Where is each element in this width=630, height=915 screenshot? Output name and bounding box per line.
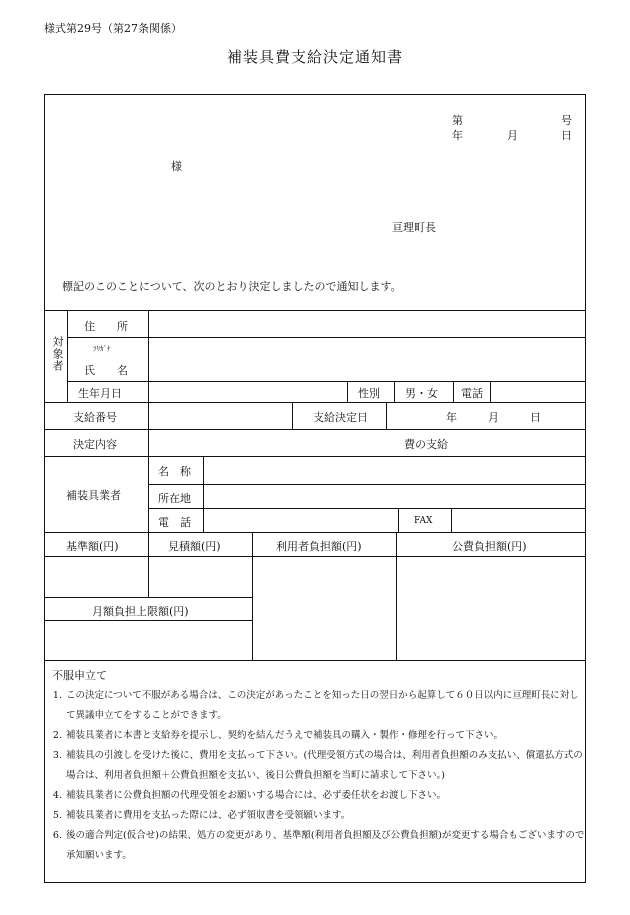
vendor-name-label: 名 称 (158, 465, 191, 478)
objection-item: 3. 補装具の引渡しを受けた後に、費用を支払って下さい。(代理受領方式の場合は、利用者負担額のみ支払い、償還払方式の場合は、利用者負担額＋公費負担額を支払い、後日公費負担額を当町に請求して下さい。) (52, 750, 583, 781)
objection-item: 6. 後の適合判定(仮合せ)の結果、処方の変更があり、基準額(利用者負担額及び公費負担額)が変更する場合もございますので承知願います。 (52, 830, 585, 861)
gender-label: 性別 (358, 387, 380, 400)
name-label: 氏 名 (84, 364, 128, 377)
objection-item: 4. 補装具業者に公費負担額の代理受領をお願いする場合には、必ず委任状をお渡し下さい。 (52, 790, 447, 801)
recipient-suffix: 様 (171, 160, 182, 173)
payment-number-label: 支給番号 (73, 411, 117, 424)
public-burden-label: 公費負担額(円) (452, 540, 527, 553)
user-burden-label: 利用者負担額(円) (276, 540, 362, 553)
objection-list (52, 686, 586, 866)
monthly-cap-label: 月額負担上限額(円) (92, 605, 189, 618)
base-amount-label: 基準額(円) (66, 540, 119, 553)
decision-date-day: 日 (530, 411, 541, 424)
objection-item: 2. 補装具業者に本書と支給券を提示し、契約を結んだうえで補装具の購入・製作・修理を行って下さい。 (52, 730, 504, 741)
phone-label: 電話 (461, 387, 483, 400)
date-day: 日 (561, 129, 572, 142)
vendor-fax-label: FAX (414, 516, 433, 526)
decision-date-label: 支給決定日 (313, 411, 368, 424)
decision-content-label: 決定内容 (73, 438, 117, 451)
estimate-amount-label: 見積額(円) (168, 540, 221, 553)
date-year: 年 (452, 129, 463, 142)
vendor-phone-label: 電 話 (158, 516, 191, 529)
number-dai: 第 (452, 114, 463, 127)
notice-statement: 標記のこのことについて、次のとおり決定しましたので通知します。 (62, 280, 402, 293)
subject-group-label: 対象者 (51, 336, 64, 372)
decision-content-suffix: 費の支給 (404, 438, 448, 451)
document-title: 補装具費支給決定通知書 (226, 48, 403, 66)
gender-options: 男・女 (405, 387, 438, 400)
number-go: 号 (561, 114, 572, 127)
address-label: 住 所 (84, 320, 128, 333)
issuer: 亘理町長 (392, 221, 436, 234)
birthdate-label: 生年月日 (78, 387, 122, 400)
objection-item: 5. 補装具業者に費用を支払った際には、必ず領収書を受領願います。 (52, 810, 351, 821)
objection-heading: 不服申立て (52, 669, 107, 682)
vendor-location-label: 所在地 (158, 492, 191, 505)
decision-date-month: 月 (488, 411, 499, 424)
form-number: 様式第29号（第27条関係） (44, 22, 182, 35)
date-month: 月 (507, 129, 518, 142)
furigana-label: ﾌﾘｶﾞﾅ (93, 345, 111, 353)
vendor-label: 補装具業者 (66, 489, 121, 502)
objection-item: 1. この決定について不服がある場合は、この決定があったことを知った日の翌日から起算して６０日以内に亘理町長に対して異議申立てをすることができます。 (52, 690, 579, 721)
decision-date-year: 年 (446, 411, 457, 424)
